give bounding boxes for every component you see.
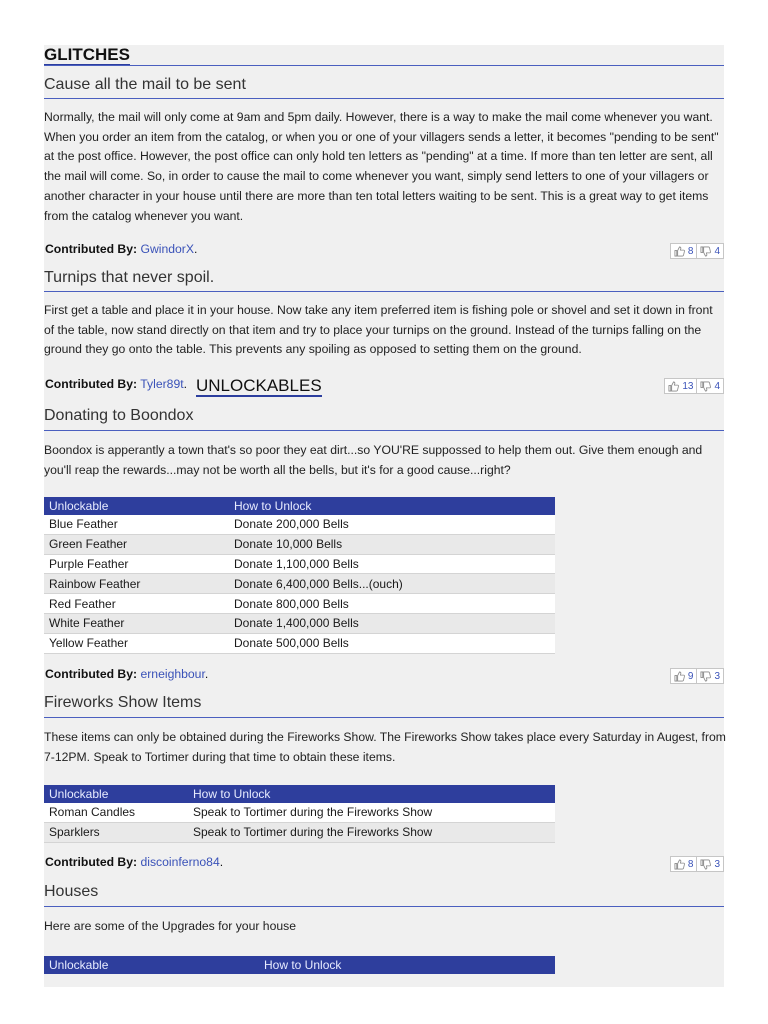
- table-cell: Roman Candles: [44, 803, 188, 822]
- table-row: [44, 803, 555, 822]
- table-row: [44, 822, 555, 842]
- table-row: [44, 515, 555, 534]
- vote-down-button[interactable]: [697, 243, 724, 259]
- table-cell: Speak to Tortimer during the Fireworks Show: [188, 822, 555, 842]
- table-cell: White Feather: [44, 613, 229, 633]
- vote-up-count: 8: [687, 245, 694, 257]
- vote-down-button[interactable]: [697, 378, 724, 394]
- contributed-label: Contributed By:: [45, 242, 138, 256]
- entry-text: Normally, the mail will only come at 9am and 5pm daily. However, there is a way to make the mail come whenever you want. When you order an item from the catalog, or when you or one of your villagers sends a letter, it becomes "pending to be sent" at the post office. However, the post office can only hold ten letters as "pending" at a time. If more than ten letter are sent, all the mail will come. So, in order to cause the mail to come whenever you want, simply send letters to one of your villagers or another character in your house until there are more than ten total letters waiting to be sent. This is a great way to get items from the catalog whenever you want.: [44, 110, 719, 223]
- unlockables-table: [44, 497, 555, 654]
- vote-box: [670, 243, 724, 259]
- entry-title: Cause all the mail to be sent: [44, 76, 246, 93]
- divider: [44, 717, 724, 718]
- table-row: [44, 594, 555, 614]
- unlockables-table: [44, 785, 555, 843]
- entry-title: Houses: [44, 883, 99, 900]
- table-cell: Donate 200,000 Bells: [229, 515, 555, 534]
- vote-up-count: 8: [687, 858, 694, 870]
- vote-box: [670, 856, 724, 872]
- table-cell: Donate 1,400,000 Bells: [229, 613, 555, 633]
- thumbs-up-icon: [674, 246, 685, 257]
- table-cell: Donate 6,400,000 Bells...(ouch): [229, 574, 555, 594]
- vote-box: [664, 378, 724, 394]
- entry-title: Donating to Boondox: [44, 407, 194, 424]
- thumbs-down-icon: [700, 246, 711, 257]
- thumbs-up-icon: [674, 859, 685, 870]
- contributed-label: Contributed By:: [45, 377, 138, 391]
- table-cell: Rainbow Feather: [44, 574, 229, 594]
- vote-down-count: 4: [714, 380, 720, 392]
- table-cell: Purple Feather: [44, 554, 229, 574]
- contributed-by: Contributed By: erneighbour.: [45, 667, 209, 681]
- contributed-by: Contributed By: discoinferno84.: [45, 855, 224, 869]
- vote-down-button[interactable]: [697, 668, 724, 684]
- divider: [44, 430, 724, 431]
- vote-up-button[interactable]: [670, 243, 698, 259]
- thumbs-down-icon: [700, 381, 711, 392]
- author-link[interactable]: Tyler89t: [140, 377, 184, 391]
- contributed-by: Contributed By: GwindorX.: [45, 242, 198, 256]
- divider: [44, 291, 724, 292]
- divider: [44, 65, 724, 66]
- divider: [44, 98, 724, 99]
- table-cell: Blue Feather: [44, 515, 229, 534]
- guide-page: [44, 45, 724, 987]
- table-cell: Donate 10,000 Bells: [229, 534, 555, 554]
- column-header: How to Unlock: [259, 956, 555, 974]
- vote-up-button[interactable]: [664, 378, 697, 394]
- unlockables-table: [44, 956, 555, 974]
- section-title-glitches: GLITCHES: [44, 45, 130, 64]
- table-cell: Speak to Tortimer during the Fireworks Show: [188, 803, 555, 822]
- vote-up-count: 13: [682, 380, 694, 392]
- column-header: Unlockable: [44, 497, 229, 515]
- column-header: How to Unlock: [229, 497, 555, 515]
- author-link[interactable]: GwindorX: [140, 242, 194, 256]
- entry-text: Here are some of the Upgrades for your house: [44, 919, 297, 933]
- author-link[interactable]: erneighbour: [140, 667, 205, 681]
- table-row: [44, 574, 555, 594]
- vote-down-count: 3: [714, 858, 720, 870]
- entry-title: Fireworks Show Items: [44, 694, 202, 711]
- entry-title: Turnips that never spoil.: [44, 269, 215, 286]
- table-cell: Donate 1,100,000 Bells: [229, 554, 555, 574]
- table-cell: Donate 800,000 Bells: [229, 594, 555, 614]
- vote-down-button[interactable]: [697, 856, 724, 872]
- vote-down-count: 4: [714, 245, 720, 257]
- vote-down-count: 3: [714, 670, 720, 682]
- entry-text: First get a table and place it in your house. Now take any item preferred item is fishing pole or shovel and set it down in front of the table, now stand directly on that item and try to place your turnips on the ground. Instead of the turnips falling on the ground they go onto the table. This prevents any spoiling as opposed to setting them on the ground.: [44, 303, 713, 357]
- column-header: Unlockable: [44, 956, 259, 974]
- table-cell: Red Feather: [44, 594, 229, 614]
- table-row: [44, 554, 555, 574]
- vote-up-count: 9: [687, 670, 694, 682]
- table-row: [44, 633, 555, 653]
- table-cell: Sparklers: [44, 822, 188, 842]
- contributed-label: Contributed By:: [45, 667, 138, 681]
- entry-text: Boondox is apperantly a town that's so poor they eat dirt...so YOU'RE suppossed to help them out. Give them enough and you'll reap the rewards...may not be worth all the bells, but it's for a good cause...right?: [44, 443, 703, 477]
- table-cell: Green Feather: [44, 534, 229, 554]
- thumbs-down-icon: [700, 671, 711, 682]
- thumbs-down-icon: [700, 859, 711, 870]
- section-title-unlockables: UNLOCKABLES: [196, 376, 322, 395]
- thumbs-up-icon: [668, 381, 679, 392]
- thumbs-up-icon: [674, 671, 685, 682]
- column-header: Unlockable: [44, 785, 188, 803]
- vote-box: [670, 668, 724, 684]
- author-link[interactable]: discoinferno84: [140, 855, 220, 869]
- contributed-label: Contributed By:: [45, 855, 138, 869]
- vote-up-button[interactable]: [670, 856, 698, 872]
- column-header: How to Unlock: [188, 785, 555, 803]
- table-cell: Yellow Feather: [44, 633, 229, 653]
- table-row: [44, 534, 555, 554]
- entry-text: These items can only be obtained during the Fireworks Show. The Fireworks Show takes place every Saturday in Augest, from 7-12PM. Speak to Tortimer during that time to obtain these items.: [44, 730, 726, 764]
- table-row: [44, 613, 555, 633]
- divider: [44, 906, 724, 907]
- contributed-by: Contributed By: Tyler89t.: [45, 377, 187, 391]
- vote-up-button[interactable]: [670, 668, 698, 684]
- table-cell: Donate 500,000 Bells: [229, 633, 555, 653]
